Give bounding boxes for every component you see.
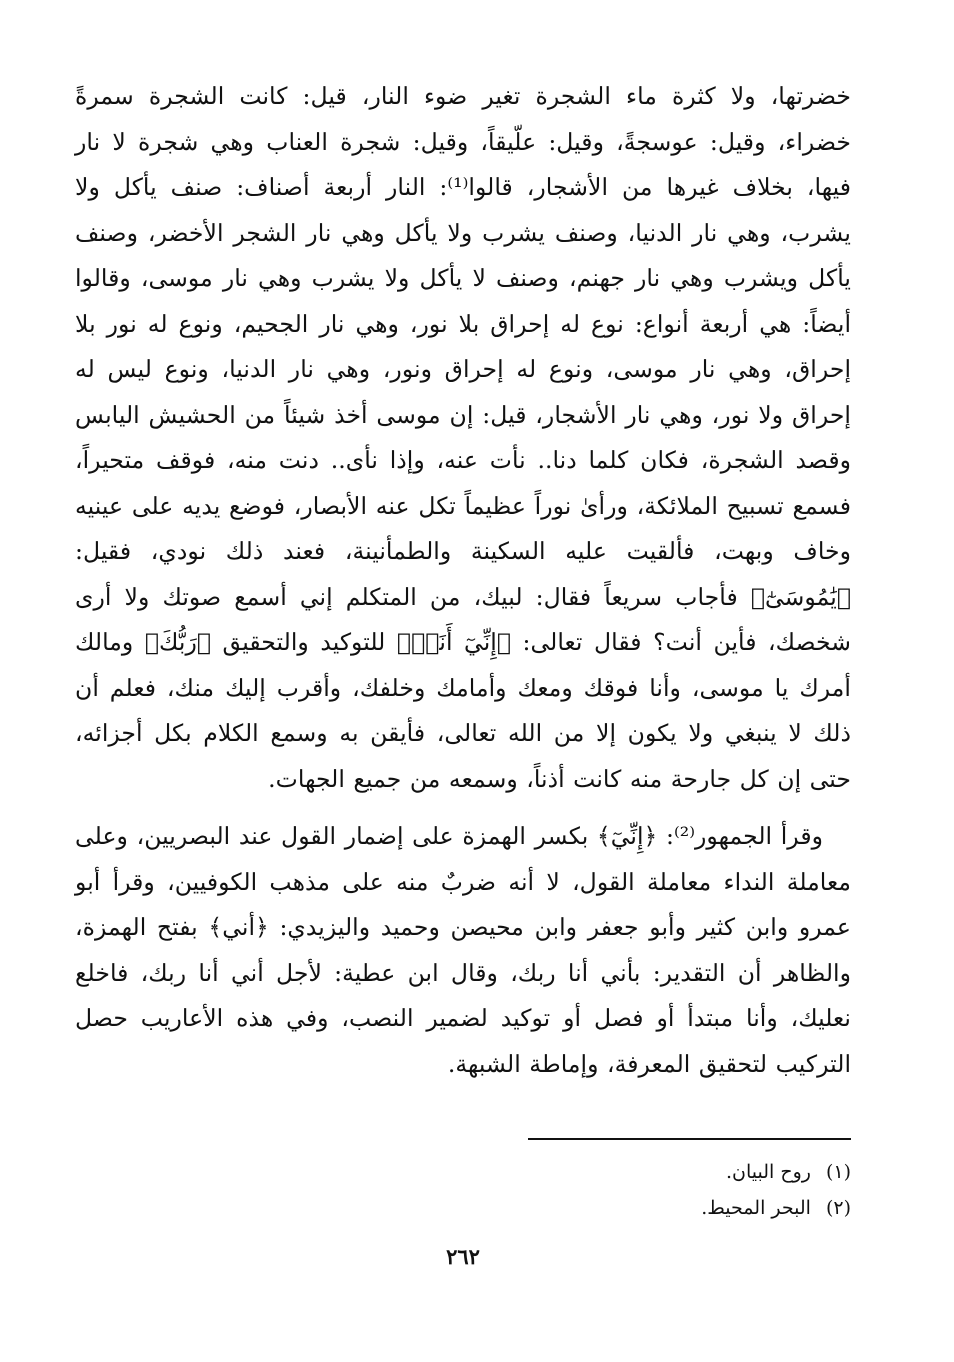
- footnote-separator: [528, 1138, 851, 1140]
- page-number: ٢٦٢: [446, 1244, 480, 1269]
- footnotes: [75, 1154, 851, 1226]
- footnote-2: [75, 1190, 851, 1226]
- book-page: [75, 74, 851, 1334]
- body-paragraph-2: وقرأ الجمهور⁽²⁾: ﴿إِنِّيٓ﴾ بكسر الهمزة على إضمار القول عند البصريين، وعلى معاملة النداء معاملة القول، لا أنه ضربٌ منه على مذهب الكوفيين، وقرأ أبو عمرو وابن كثير وأبو جعفر وابن محيصن وحميد واليزيدي: ﴿أني﴾ بفتح الهمزة، والظاهر أن التقدير: بأني أنا ربك، وقال ابن عطية: لأجل أني أنا ربك، فاخلع نعليك، وأنا مبتدأ أو فصل أو توكيد لضمير النصب، وفي هذه الأعاريب حصل التركيب لتحقيق المعرفة، وإماطة الشبهة.: [75, 822, 851, 1078]
- footnote-1: [75, 1154, 851, 1190]
- footnote-1-text: روح البيان.: [725, 1161, 811, 1183]
- body-paragraph-1: خضرتها، ولا كثرة ماء الشجرة تغير ضوء النار، قيل: كانت الشجرة سمرةً خضراء، وقيل: عوسجةً، وقيل: علّيقاً، وقيل: شجرة العناب وهي شجرة لا نار فيها، بخلاف غيرها من الأشجار، قالوا⁽¹⁾: النار أربعة أصناف: صنف يأكل ولا يشرب، وهي نار الدنيا، وصنف يشرب ولا يأكل وهي نار الشجر الأخضر، وصنف يأكل ويشرب وهي نار جهنم، وصنف لا يأكل ولا يشرب وهي نار موسى، وقالوا أيضاً: هي أربعة أنواع: نوع له إحراق بلا نور، وهي نار الجحيم، ونوع له نور بلا إحراق، وهي نار موسى، ونوع له إحراق ونور، وهي نار الدنيا، ونوع ليس له إحراق ولا نور، وهي نار الأشجار، قيل: إن موسى أخذ شيئاً من الحشيش اليابس وقصد الشجرة، فكان كلما دنا.. نأت عنه، وإذا نأى.. دنت منه، فوقف متحيراً، فسمع تسبيح الملائكة، ورأىٰ نوراً عظيماً تكل عنه الأبصار، فوضع يديه على عينيه وخاف وبهت، فألقيت عليه السكينة والطمأنينة، فعند ذلك نودي، فقيل: ﴿يَٰمُوسَىٰٓ﴾ فأجاب سريعاً فقال: لبيك، من المتكلم إني أسمع صوتك ولا أرى شخصك، فأين أنت؟ فقال تعالى: ﴿إِنِّيٓ أَنَا۠﴾ للتوكيد والتحقيق ﴿رَبُّكَ﴾ ومالك أمرك يا موسى، وأنا فوقك ومعك وأمامك وخلفك، وأقرب إليك منك، فعلم أن ذلك لا ينبغي ولا يكون إلا من الله تعالى، فأيقن به وسمع الكلام بكل أجزائه، حتى إن كل جارحة منه كانت أذناً، وسمعه من جميع الجهات.: [75, 82, 851, 793]
- footnote-2-text: البحر المحيط.: [701, 1197, 811, 1219]
- footnote-1-number: (١): [825, 1161, 851, 1183]
- footnote-2-number: (٢): [825, 1197, 851, 1219]
